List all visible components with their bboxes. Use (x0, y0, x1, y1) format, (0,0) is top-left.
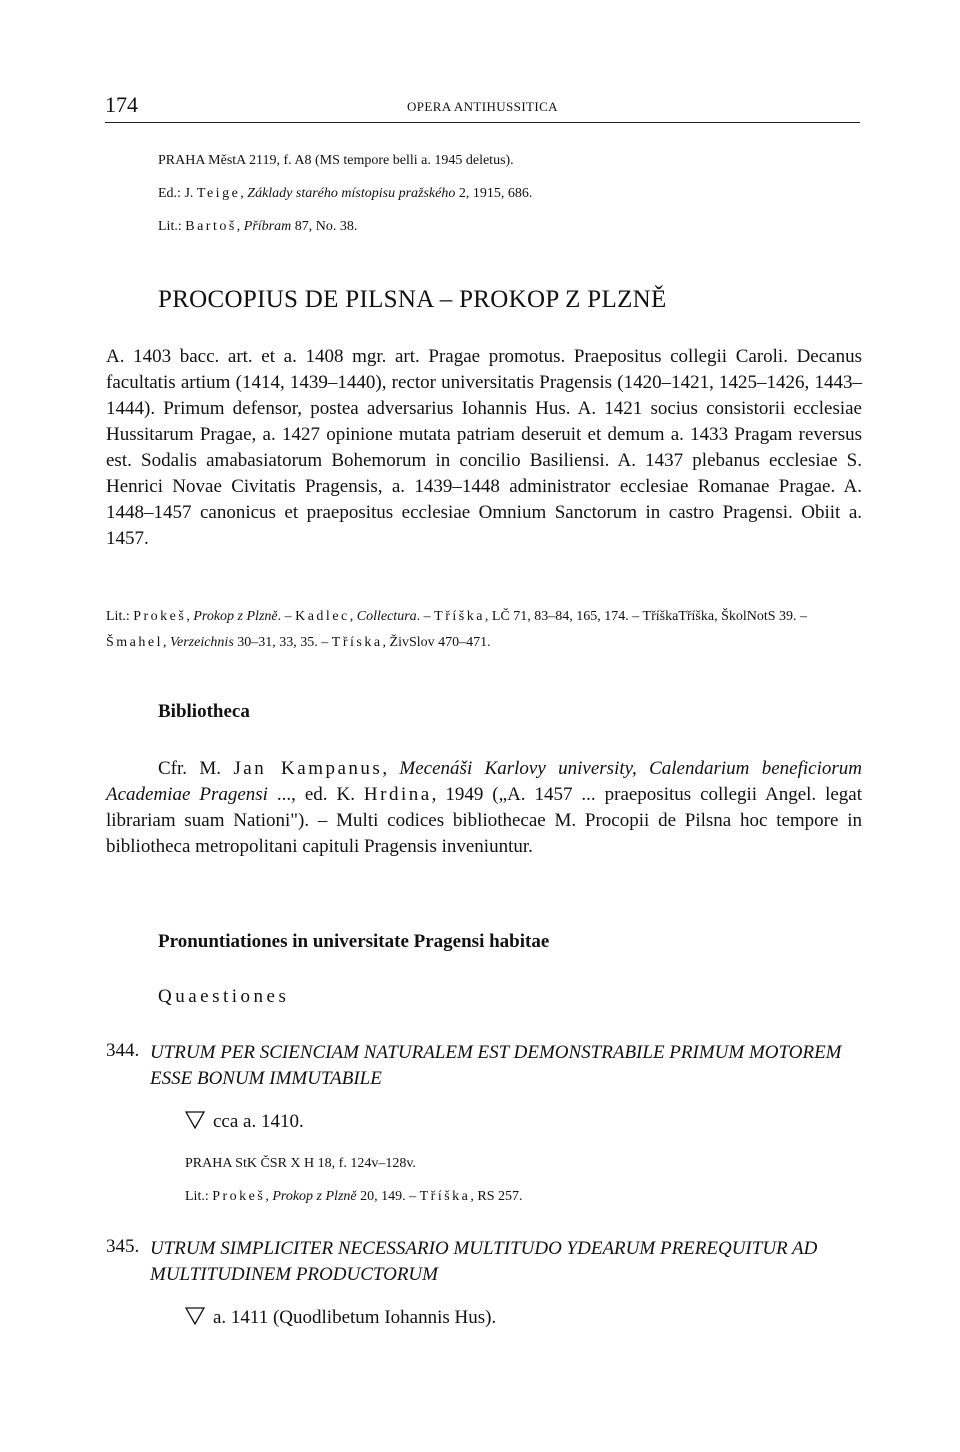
lit-author: Tříška (434, 609, 485, 624)
biblio-text-part: , 1949 („A. 1457 ... praepositus collegii Angel. legat librariam suam Nationi"). – Multi codices bibliothecae M. Procopii de Pilsna hoc tempore in bibliotheca metropolitani capituli Pragensis inveniuntur. (106, 784, 863, 857)
biblio-editor: Hrdina (363, 784, 432, 805)
down-triangle-icon (185, 1307, 205, 1325)
bibliotheca-heading: Bibliotheca (158, 701, 250, 722)
entry-lit-prefix: Lit.: (185, 1189, 213, 1204)
literature-work: Příbram (243, 219, 292, 234)
entry-title: UTRUM PER SCIENCIAM NATURALEM EST DEMONSTRABILE PRIMUM MOTOREM ESSE BONUM IMMUTABILE (150, 1042, 842, 1089)
edition-work: Základy starého místopisu pražského (247, 186, 456, 201)
biblio-text-part: ..., ed. K. (267, 784, 364, 805)
lit-work: Prokop z Plzně (193, 609, 278, 624)
entry-number: 345. (106, 1236, 140, 1257)
entry-lit-details: 20, 149. – (356, 1189, 420, 1204)
prev-entry-manuscript: PRAHA MěstA 2119, f. A8 (MS tempore belli a. 1945 deletus). (158, 153, 514, 168)
prev-entry-literature (158, 219, 357, 235)
lit-work: Verzeichnis (170, 635, 234, 650)
lit-details: , ŽivSlov 470–471. (382, 635, 491, 650)
author-heading: PROCOPIUS DE PILSNA – PROKOP Z PLZNĚ (158, 286, 667, 313)
entry-literature (185, 1189, 523, 1205)
lit-author: Kadlec (295, 609, 350, 624)
entry-lit-details: , RS 257. (470, 1189, 523, 1204)
lit-details: 30–31, 33, 35. – (233, 635, 332, 650)
edition-prefix: Ed.: J. (158, 186, 197, 201)
prev-entry-edition (158, 186, 532, 202)
entry-date-text: a. 1411 (Quodlibetum Iohannis Hus). (213, 1307, 497, 1328)
literature-author: Bartoš (185, 219, 237, 234)
entry-lit-separator: , (265, 1189, 273, 1204)
page-number: 174 (105, 92, 138, 117)
author-biography: A. 1403 bacc. art. et a. 1408 mgr. art. Pragae promotus. Praepositus collegii Caroli. Decanus facultatis artium (1414, 1439–1440), rector universitatis Pragensis (1420–1421, 1425–1426, 1443–1444). Primum defensor, postea adversarius Iohannis Hus. A. 1421 socius consistorii ecclesiae Hussitarum Pragae, a. 1427 opinione mutata patriam deseruit et demum a. 1433 Pragam reversus est. Sodalis amabasiatorum Bohemorum in concilio Basiliensi. A. 1437 plebanus ecclesiae S. Henrici Novae Civitatis Pragensis, a. 1439–1448 administrator ecclesiae Romanae Pragae. A. 1448–1457 canonicus et praepositus ecclesiae Omnium Sanctorum in castro Pragensi. Obiit a. 1457. (106, 346, 862, 549)
entry-manuscript: PRAHA StK ČSR X H 18, f. 124v–128v. (185, 1156, 416, 1171)
lit-author: Prokeš (133, 609, 187, 624)
edition-separator: , (240, 186, 248, 201)
lit-separator: , (349, 609, 357, 624)
entry-title: UTRUM SIMPLICITER NECESSARIO MULTITUDO YDEARUM PREREQUITUR AD MULTITUDINEM PRODUCTORUM (150, 1238, 818, 1285)
page-header (105, 92, 860, 123)
lit-prefix: Lit.: (106, 609, 134, 624)
entry-number: 344. (106, 1040, 140, 1061)
lit-separator: . – (416, 609, 435, 624)
entry-lit-author: Prokeš (212, 1189, 266, 1204)
edition-author: Teige (196, 186, 241, 201)
entry-lit-author: Tříška (419, 1189, 471, 1204)
edition-details: 2, 1915, 686. (455, 186, 533, 201)
running-title: OPERA ANTIHUSSITICA (407, 99, 558, 114)
pronuntiationes-heading: Pronuntiationes in universitate Pragensi habitae (158, 931, 550, 952)
quaestiones-heading: Quaestiones (158, 986, 290, 1007)
lit-separator: . – (277, 609, 296, 624)
bibliotheca-text (106, 756, 862, 860)
lit-separator: , (163, 635, 170, 650)
biblio-work: Mecenáši Karlovy university, Calendarium beneficiorum Academiae Pragensi (106, 758, 862, 805)
down-triangle-icon (185, 1111, 205, 1129)
literature-prefix: Lit.: (158, 219, 186, 234)
lit-author: Šmahel (106, 635, 163, 650)
entry-date (185, 1111, 304, 1133)
biography-literature (106, 604, 862, 656)
biblio-text-part: Cfr. M. (158, 758, 234, 779)
biblio-text-part: , (382, 758, 400, 779)
literature-details: 87, No. 38. (291, 219, 358, 234)
lit-details: , LČ 71, 83–84, 165, 174. – TříškaTříška, ŠkolNotS 39. – (484, 609, 808, 624)
lit-work: Collectura (356, 609, 417, 624)
lit-author: Tříska (331, 635, 383, 650)
entry-lit-work: Prokop z Plzně (272, 1189, 357, 1204)
entry-date (185, 1307, 496, 1329)
biblio-author: Jan Kampanus (233, 758, 383, 779)
literature-separator: , (236, 219, 244, 234)
entry-date-text: cca a. 1410. (213, 1111, 304, 1132)
lit-separator: , (186, 609, 194, 624)
